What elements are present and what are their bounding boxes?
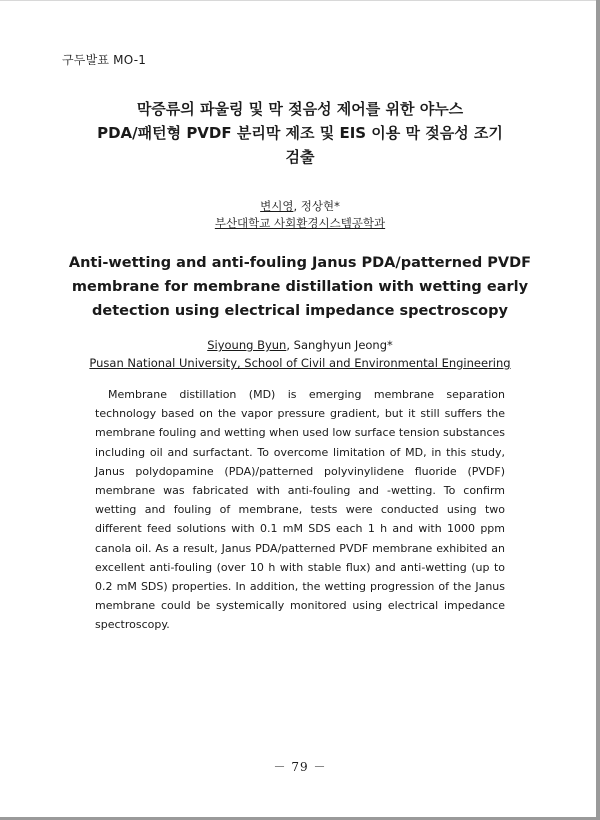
korean-author-1: 변시영 bbox=[260, 199, 294, 213]
session-label: 구두발표 MO-1 bbox=[62, 53, 147, 67]
abstract bbox=[95, 385, 505, 635]
korean-title-line-1: 막증류의 파울링 및 막 젖음성 제어를 위한 야누스 bbox=[136, 100, 464, 118]
english-title-line-2: membrane for membrane distillation with wetting early bbox=[71, 279, 529, 295]
page-border-right bbox=[596, 0, 600, 820]
korean-title bbox=[60, 97, 540, 169]
page-border-top bbox=[0, 0, 600, 1]
english-title-line-3: detection using electrical impedance spectroscopy bbox=[92, 303, 508, 319]
english-author-2: Sanghyun Jeong* bbox=[293, 338, 393, 352]
english-affiliation: Pusan National University, School of Civil and Environmental Engineering bbox=[89, 356, 511, 370]
english-author-1: Siyoung Byun bbox=[207, 338, 287, 352]
korean-author-separator: , bbox=[293, 199, 301, 213]
english-title bbox=[60, 251, 540, 323]
abstract-paragraph: Membrane distillation (MD) is emerging membrane separation technology based on the vapor pressure gradient, but it still suffers the membrane fouling and wetting when used low surface tension substances including oil and surfactant. To overcome limitation of MD, in this study, Janus polydopamine (PDA)/patterned polyvinylidene fluoride (PVDF) membrane was fabricated with anti-fouling and -wetting. To confirm wetting and fouling of membrane, tests were conducted using two different feed solutions with 0.1 mM SDS each 1 h and with 1000 ppm canola oil. As a result, Janus PDA/patterned PVDF membrane exhibited an excellent anti-fouling (over 10 h with stable flux) and anti-wetting (up to 0.2 mM SDS) properties. In addition, the wetting progression of the Janus membrane could be systemically monitored using electrical impedance spectroscopy. bbox=[95, 388, 505, 632]
korean-affiliation: 부산대학교 사회환경시스템공학과 bbox=[214, 216, 386, 230]
korean-authors bbox=[60, 198, 540, 215]
english-authors bbox=[60, 337, 540, 354]
english-author-separator: , bbox=[286, 338, 294, 352]
korean-author-2: 정상현* bbox=[300, 199, 340, 213]
page-number: － 79 － bbox=[273, 760, 327, 774]
korean-title-line-3: 검출 bbox=[285, 148, 315, 166]
english-title-line-1: Anti-wetting and anti-fouling Janus PDA/patterned PVDF bbox=[68, 255, 532, 271]
korean-title-line-2: PDA/패턴형 PVDF 분리막 제조 및 EIS 이용 막 젖음성 조기 bbox=[97, 124, 503, 142]
